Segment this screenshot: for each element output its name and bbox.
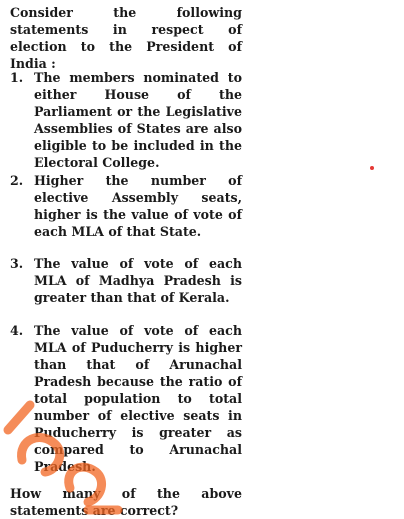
- statement-text: The value of vote of each MLA of Puducherry is higher than that of Arunachal Pradesh because the ratio of total population to total number of elective seats in Puducherry is greater as compared to Arunachal Pradesh.: [34, 323, 242, 474]
- question-intro: Consider the following statements in respect of election to the President of India :: [10, 5, 242, 71]
- statement-text: Higher the number of elective Assembly seats, higher is the value of vote of each MLA of that State.: [34, 173, 242, 239]
- statement-3: [10, 255, 242, 306]
- statement-number: 1.: [10, 70, 24, 85]
- red-dot-marker: [370, 166, 374, 170]
- statement-number: 2.: [10, 173, 24, 188]
- statement-text: The members nominated to either House of the Parliament or the Legislative Assemblies of States are also eligible to be included in the Electoral College.: [34, 70, 242, 170]
- statement-text: The value of vote of each MLA of Madhya Pradesh is greater than that of Kerala.: [34, 256, 242, 305]
- question-prompt: How many of the above statements are correct?: [10, 486, 242, 518]
- statement-number: 4.: [10, 323, 24, 338]
- statement-1: [10, 69, 242, 171]
- statement-2: [10, 172, 242, 240]
- statement-number: 3.: [10, 256, 24, 271]
- statement-4: [10, 322, 242, 475]
